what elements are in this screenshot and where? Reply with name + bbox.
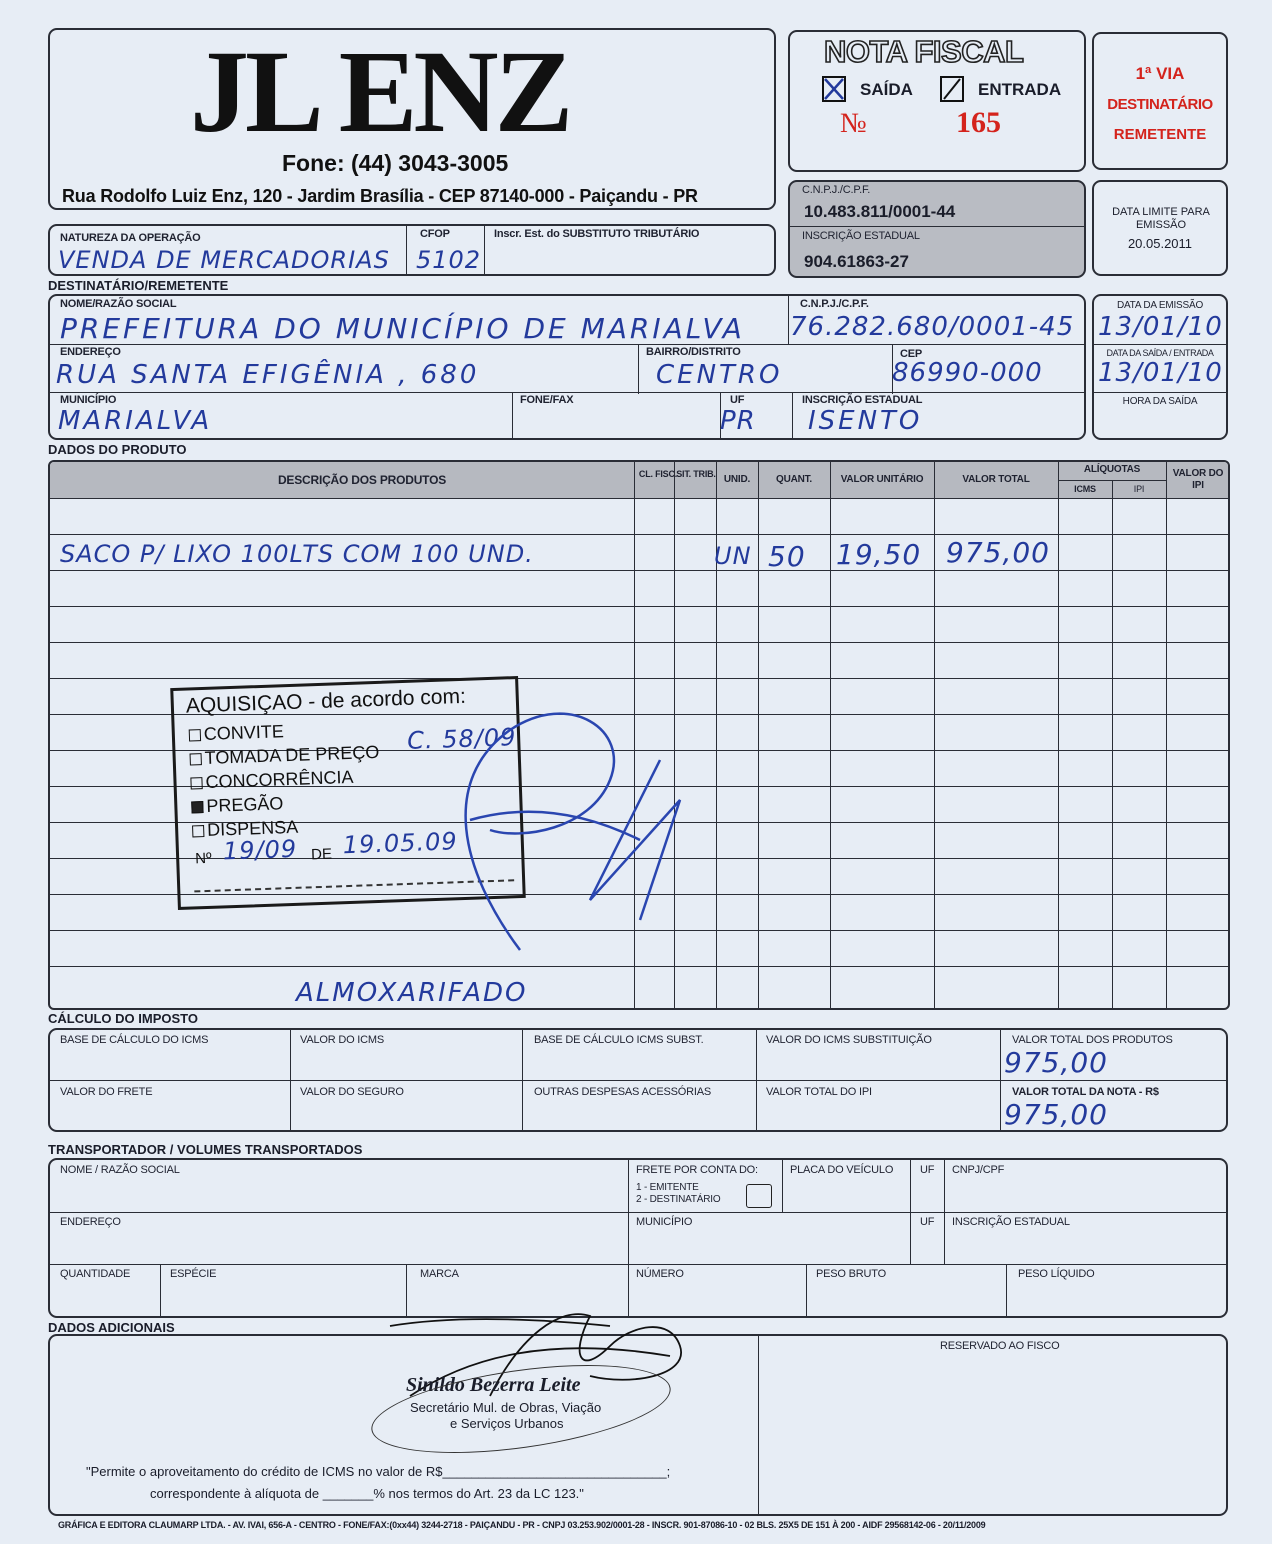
stamp-no-prefix: Nº: [194, 849, 212, 868]
signature-scribble: [400, 690, 720, 980]
peso-liquido-label: PESO LÍQUIDO: [1018, 1268, 1095, 1280]
data-emissao-value: 13/01/10: [1098, 312, 1223, 342]
stamp-option-tomada: TOMADA DE PREÇO: [189, 742, 379, 770]
dest-ie-label: INSCRIÇÃO ESTADUAL: [802, 394, 923, 406]
seguro-label: VALOR DO SEGURO: [300, 1086, 404, 1098]
col-descricao: DESCRIÇÃO DOS PRODUTOS: [277, 473, 447, 487]
total-ipi-label: VALOR TOTAL DO IPI: [766, 1086, 872, 1098]
stamp-de-value: 19.05.09: [342, 827, 459, 860]
cfop-value: 5102: [416, 246, 482, 274]
bairro-label: BAIRRO/DISTRITO: [646, 346, 741, 358]
via-line2: DESTINATÁRIO: [1107, 96, 1213, 113]
uf-value: PR: [720, 406, 756, 436]
printer-footer: GRÁFICA E EDITORA CLAUMARP LTDA. - AV. IVAI, 656-A - CENTRO - FONE/FAX:(0xx44) 3244-2718 - PAIÇANDU - PR - CNPJ 03.253.902/0001-28 - INSCR. 901-87086-10 - 02 BLS. 25X5 DE 151 À 200 - AIDF 29568142-06 - 20/11/2009: [58, 1520, 986, 1530]
imposto-box: [48, 1028, 1228, 1132]
via-line3: REMETENTE: [1113, 126, 1207, 143]
saida-checkbox: [822, 76, 846, 102]
numero-label: NÚMERO: [636, 1268, 684, 1280]
data-limite-value: 20.05.2011: [1127, 236, 1193, 251]
nota-title: NOTA FISCAL: [824, 34, 1024, 69]
stamp-handwritten-ref: C. 58/09: [406, 723, 517, 755]
stamp-de-label: DE: [310, 845, 333, 864]
adicionais-section: DADOS ADICIONAIS: [48, 1320, 175, 1335]
col-ipi: IPI: [1133, 484, 1145, 494]
base-icms-label: BASE DE CÁLCULO DO ICMS: [60, 1034, 209, 1046]
dest-ie-value: ISENTO: [808, 406, 923, 436]
frete-label: VALOR DO FRETE: [60, 1086, 153, 1098]
item-valor-unit: 19,50: [836, 538, 922, 571]
fone-label: FONE/FAX: [520, 394, 574, 406]
endereco-label: ENDEREÇO: [60, 346, 121, 358]
base-icms-subst-label: BASE DE CÁLCULO ICMS SUBST.: [534, 1034, 704, 1046]
issuer-ie-label: INSCRIÇÃO ESTADUAL: [802, 230, 920, 242]
issuer-address: Rua Rodolfo Luiz Enz, 120 - Jardim Brasília - CEP 87140-000 - Paiçandu - PR: [62, 186, 698, 206]
transp-uf-label: UF: [920, 1164, 935, 1176]
col-sit-trib: SIT. TRIB.: [676, 469, 716, 479]
signer-title1: Secretário Mul. de Obras, Viação: [410, 1400, 602, 1415]
almoxarifado-note: ALMOXARIFADO: [296, 978, 528, 1008]
destinatario-section: DESTINATÁRIO/REMETENTE: [48, 278, 229, 293]
item-descricao: SACO P/ LIXO 100LTS COM 100 UND.: [60, 540, 534, 568]
nome-value: PREFEITURA DO MUNICÍPIO DE MARIALVA: [60, 312, 745, 345]
col-valor-unit: VALOR UNITÁRIO: [840, 474, 924, 485]
item-valor-total: 975,00: [946, 536, 1050, 569]
signer-title2: e Serviços Urbanos: [450, 1416, 564, 1431]
data-saida-value: 13/01/10: [1098, 358, 1223, 388]
issuer-tax-box: [788, 180, 1086, 278]
marca-label: MARCA: [420, 1268, 459, 1280]
credito-line2: correspondente à alíquota de _______% nos termos do Art. 23 da LC 123.": [150, 1486, 584, 1501]
dest-cnpj-label: C.N.P.J./C.P.F.: [800, 298, 869, 310]
frete-checkbox[interactable]: [746, 1184, 772, 1208]
issuer-phone: Fone: (44) 3043-3005: [282, 150, 509, 176]
cfop-label: CFOP: [420, 228, 450, 240]
cep-label: CEP: [900, 348, 923, 360]
valor-icms-subst-label: VALOR DO ICMS SUBSTITUIÇÃO: [766, 1034, 932, 1046]
dates-box: [1092, 294, 1228, 440]
stamp-option-pregao: PREGÃO: [191, 793, 284, 817]
hora-saida-label: HORA DA SAÍDA: [1122, 396, 1198, 407]
item-quant: 50: [768, 540, 806, 573]
total-produtos-value: 975,00: [1004, 1046, 1108, 1079]
col-aliquotas: ALÍQUOTAS: [1083, 464, 1141, 475]
company-logo: JL ENZ: [190, 26, 570, 157]
checkbox-dispensa: [192, 825, 204, 837]
signer-name: Sinildo Bezerra Leite: [406, 1374, 581, 1396]
col-cl-fisc: CL. FISC.: [638, 469, 678, 479]
col-valor-ipi: VALOR DO IPI: [1172, 468, 1224, 491]
stamp-option-dispensa: DISPENSA: [192, 817, 299, 842]
via-box: [1092, 32, 1228, 170]
stamp-no-value: 19/09: [222, 834, 298, 866]
natureza-value: VENDA DE MERCADORIAS: [58, 246, 390, 274]
item-unid: UN: [714, 542, 752, 570]
issuer-ie: 904.61863-27: [804, 252, 909, 271]
imposto-section: CÁLCULO DO IMPOSTO: [48, 1011, 198, 1026]
data-emissao-label: DATA DA EMISSÃO: [1116, 300, 1204, 311]
endereco-value: RUA SANTA EFIGÊNIA , 680: [56, 360, 480, 390]
transp-municipio-label: MUNICÍPIO: [636, 1216, 693, 1228]
municipio-label: MUNICÍPIO: [60, 394, 117, 406]
issuer-cnpj: 10.483.811/0001-44: [804, 202, 956, 221]
entrada-label: ENTRADA: [978, 80, 1062, 99]
total-nota-value: 975,00: [1004, 1098, 1108, 1131]
transp-uf2-label: UF: [920, 1216, 935, 1228]
checkbox-pregao: [191, 801, 203, 813]
frete-op2: 2 - DESTINATÁRIO: [636, 1194, 721, 1205]
transportador-box: [48, 1158, 1228, 1318]
numero-value: 165: [956, 106, 1001, 139]
uf-label: UF: [730, 394, 745, 406]
operacao-box: [48, 224, 776, 276]
data-limite-label: DATA LIMITE PARA EMISSÃO: [1112, 206, 1210, 231]
credito-line1: "Permite o aproveitamento do crédito de ICMS no valor de R$_______________________________;: [86, 1464, 671, 1479]
stamp-option-convite: CONVITE: [189, 721, 285, 745]
reservado-fisco-label: RESERVADO AO FISCO: [940, 1340, 1060, 1352]
dest-cnpj-value: 76.282.680/0001-45: [790, 312, 1075, 342]
numero-prefix: №: [840, 108, 867, 139]
saida-label: SAÍDA: [860, 80, 913, 99]
destinatario-box: [48, 294, 1086, 440]
adicionais-box: [48, 1334, 1228, 1516]
via-line1: 1ª VIA: [1135, 64, 1185, 83]
col-valor-total: VALOR TOTAL: [962, 474, 1030, 485]
natureza-label: NATUREZA DA OPERAÇÃO: [60, 232, 201, 244]
checkbox-concorrencia: [190, 777, 202, 789]
stamp-option-concorrencia: CONCORRÊNCIA: [190, 767, 354, 794]
peso-bruto-label: PESO BRUTO: [816, 1268, 886, 1280]
nome-label: NOME/RAZÃO SOCIAL: [60, 298, 177, 310]
col-quant: QUANT.: [775, 474, 813, 485]
transp-nome-label: NOME / RAZÃO SOCIAL: [60, 1164, 180, 1176]
transp-endereco-label: ENDEREÇO: [60, 1216, 121, 1228]
outras-label: OUTRAS DESPESAS ACESSÓRIAS: [534, 1086, 711, 1098]
bairro-value: CENTRO: [656, 360, 783, 390]
valor-icms-label: VALOR DO ICMS: [300, 1034, 384, 1046]
placa-label: PLACA DO VEÍCULO: [790, 1164, 894, 1176]
issuer-cnpj-label: C.N.P.J./C.P.F.: [802, 184, 871, 196]
municipio-value: MARIALVA: [58, 406, 213, 436]
total-produtos-label: VALOR TOTAL DOS PRODUTOS: [1012, 1034, 1173, 1046]
entrada-checkbox: [940, 76, 964, 102]
col-icms: ICMS: [1074, 484, 1096, 494]
especie-label: ESPÉCIE: [170, 1268, 217, 1280]
transportador-section: TRANSPORTADOR / VOLUMES TRANSPORTADOS: [48, 1142, 363, 1157]
produtos-section: DADOS DO PRODUTO: [48, 442, 187, 457]
col-unid: UNID.: [723, 474, 751, 485]
total-nota-label: VALOR TOTAL DA NOTA - R$: [1012, 1086, 1159, 1098]
cep-value: 86990-000: [892, 358, 1043, 388]
transp-ie-label: INSCRIÇÃO ESTADUAL: [952, 1216, 1070, 1228]
checkbox-convite: [189, 729, 201, 741]
checkbox-tomada: [190, 753, 202, 765]
transp-cnpj-label: CNPJ/CPF: [952, 1164, 1005, 1176]
issuer-box: [48, 28, 776, 210]
nota-fiscal-box: [788, 30, 1086, 172]
data-limite-box: [1092, 180, 1228, 276]
stamp-title: AQUISIÇAO - de acordo com:: [185, 684, 467, 718]
frete-op1: 1 - EMITENTE: [636, 1182, 699, 1193]
data-saida-label: DATA DA SAÍDA / ENTRADA: [1106, 348, 1214, 358]
substituto-label: Inscr. Est. do SUBSTITUTO TRIBUTÁRIO: [494, 228, 700, 240]
quantidade-label: QUANTIDADE: [60, 1268, 131, 1280]
frete-conta-label: FRETE POR CONTA DO:: [636, 1164, 758, 1176]
